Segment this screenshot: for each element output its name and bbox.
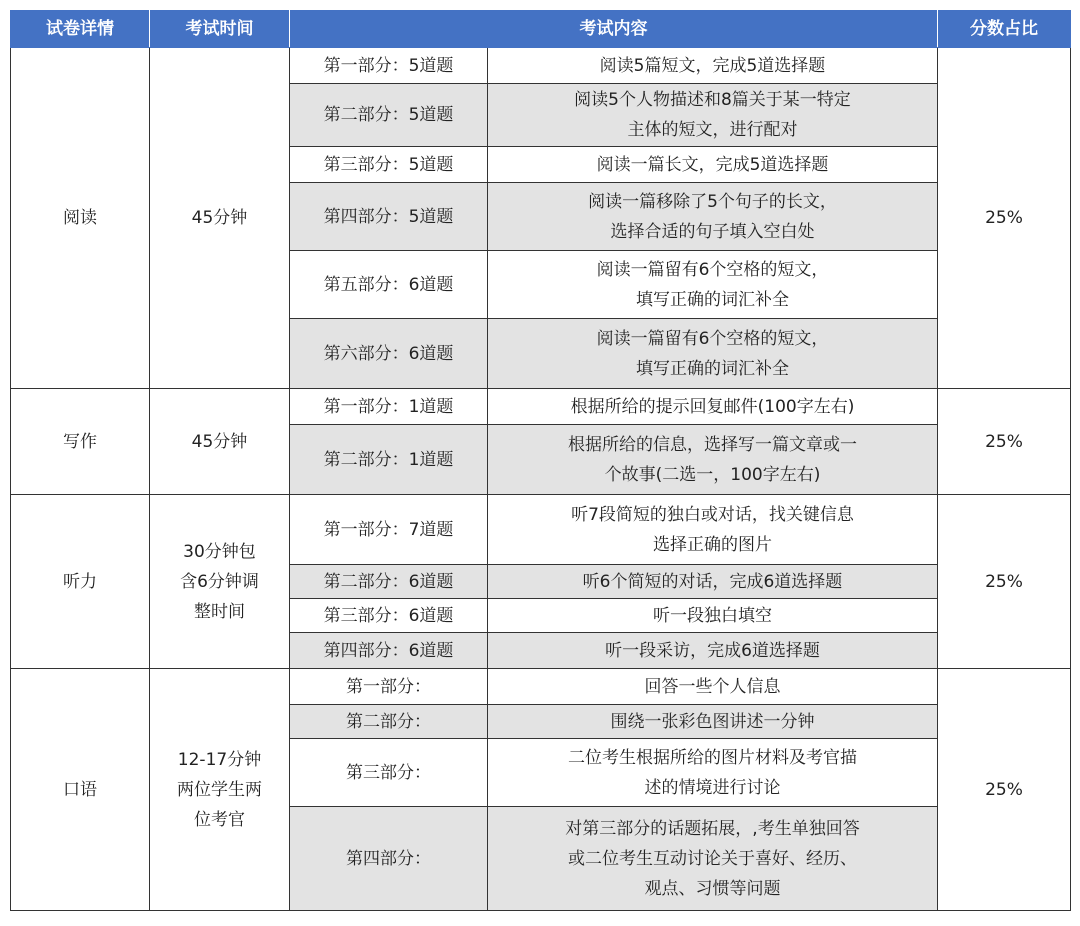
part-label: 第六部分：6道题: [290, 319, 488, 389]
section-time: 45分钟: [150, 389, 290, 495]
part-label: 第二部分：6道题: [290, 565, 488, 599]
part-content: 听一段独白填空: [488, 599, 938, 633]
header-row: [11, 11, 1071, 48]
header-exam-content: 考试内容: [290, 11, 938, 48]
header-score-ratio: 分数占比: [938, 11, 1071, 48]
part-label: 第五部分：6道题: [290, 251, 488, 319]
part-content: 根据所给的提示回复邮件(100字左右): [488, 389, 938, 425]
part-content: 回答一些个人信息: [488, 669, 938, 705]
table-row: [11, 669, 1071, 705]
part-content: 阅读一篇长文，完成5道选择题: [488, 147, 938, 183]
header-paper-detail: 试卷详情: [11, 11, 150, 48]
section-name: 阅读: [11, 48, 150, 389]
section-time: 12-17分钟 两位学生两 位考官: [150, 669, 290, 911]
section-score: 25%: [938, 389, 1071, 495]
section-name: 写作: [11, 389, 150, 495]
part-content: 根据所给的信息，选择写一篇文章或一 个故事(二选一，100字左右): [488, 425, 938, 495]
header-exam-time: 考试时间: [150, 11, 290, 48]
table-row: [11, 389, 1071, 425]
part-content: 阅读一篇留有6个空格的短文， 填写正确的词汇补全: [488, 251, 938, 319]
part-content: 听7段简短的独白或对话，找关键信息 选择正确的图片: [488, 495, 938, 565]
part-content: 阅读一篇留有6个空格的短文， 填写正确的词汇补全: [488, 319, 938, 389]
part-content: 对第三部分的话题拓展，,考生单独回答 或二位考生互动讨论关于喜好、经历、 观点、习惯等问题: [488, 807, 938, 911]
part-content: 阅读5篇短文，完成5道选择题: [488, 48, 938, 84]
part-content: 二位考生根据所给的图片材料及考官描 述的情境进行讨论: [488, 739, 938, 807]
section-name: 听力: [11, 495, 150, 669]
part-content: 围绕一张彩色图讲述一分钟: [488, 705, 938, 739]
part-content: 阅读5个人物描述和8篇关于某一特定 主体的短文，进行配对: [488, 84, 938, 147]
part-label: 第一部分：: [290, 669, 488, 705]
exam-table: [10, 10, 1071, 911]
part-label: 第二部分：1道题: [290, 425, 488, 495]
part-label: 第二部分：: [290, 705, 488, 739]
section-name: 口语: [11, 669, 150, 911]
part-label: 第二部分：5道题: [290, 84, 488, 147]
section-score: 25%: [938, 48, 1071, 389]
section-score: 25%: [938, 669, 1071, 911]
part-label: 第四部分：5道题: [290, 183, 488, 251]
part-label: 第三部分：: [290, 739, 488, 807]
part-label: 第一部分：7道题: [290, 495, 488, 565]
part-content: 阅读一篇移除了5个句子的长文， 选择合适的句子填入空白处: [488, 183, 938, 251]
part-label: 第四部分：: [290, 807, 488, 911]
section-time: 45分钟: [150, 48, 290, 389]
part-label: 第四部分：6道题: [290, 633, 488, 669]
part-content: 听一段采访，完成6道选择题: [488, 633, 938, 669]
part-label: 第一部分：1道题: [290, 389, 488, 425]
section-time: 30分钟包 含6分钟调 整时间: [150, 495, 290, 669]
part-label: 第一部分：5道题: [290, 48, 488, 84]
part-label: 第三部分：5道题: [290, 147, 488, 183]
part-label: 第三部分：6道题: [290, 599, 488, 633]
part-content: 听6个简短的对话，完成6道选择题: [488, 565, 938, 599]
table-row: [11, 48, 1071, 84]
section-score: 25%: [938, 495, 1071, 669]
table-row: [11, 495, 1071, 565]
